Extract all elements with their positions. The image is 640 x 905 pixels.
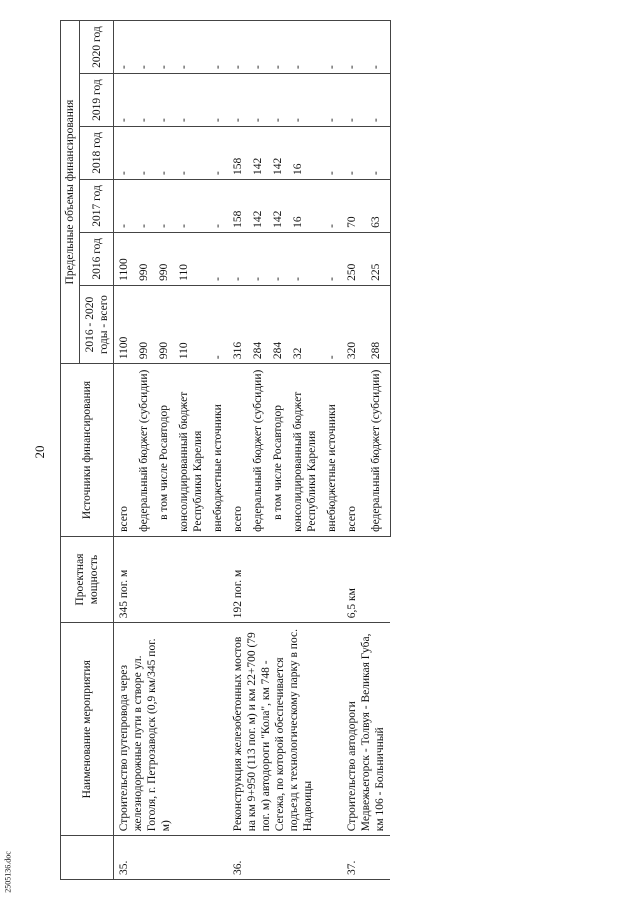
item-capacity: 6,5 км bbox=[342, 536, 390, 622]
funding-value-total: 284 bbox=[248, 285, 268, 363]
funding-value-2019: - bbox=[366, 74, 390, 127]
funding-value-2016: - bbox=[228, 232, 248, 285]
funding-value-2020: - bbox=[268, 21, 288, 74]
table-header bbox=[61, 21, 114, 880]
header-year-2017: 2017 год bbox=[80, 179, 114, 232]
funding-value-2020: - bbox=[288, 21, 322, 74]
funding-value-2018: - bbox=[114, 127, 135, 180]
funding-value-2018: 16 bbox=[288, 127, 322, 180]
funding-source: консолидированный бюджет Республики Карелия bbox=[288, 364, 322, 537]
funding-table bbox=[60, 20, 391, 880]
header-year-2016: 2016 год bbox=[80, 232, 114, 285]
funding-value-2018: - bbox=[342, 127, 366, 180]
item-number: 37. bbox=[342, 836, 390, 880]
funding-source: всего bbox=[342, 364, 366, 537]
table-sheet bbox=[60, 20, 620, 880]
funding-source: внебюджетные источники bbox=[322, 364, 342, 537]
item-number: 36. bbox=[228, 836, 342, 880]
funding-source: в том числе Росавтодор bbox=[268, 364, 288, 537]
funding-source: федеральный бюджет (субсидии) bbox=[366, 364, 390, 537]
header-funding-group: Предельные объемы финансирования bbox=[61, 21, 80, 364]
funding-value-2019: - bbox=[228, 74, 248, 127]
funding-value-2019: - bbox=[248, 74, 268, 127]
funding-value-2017: - bbox=[174, 179, 208, 232]
item-name: Строительство автодороги Медвежьегорск - Толвуя - Великая Губа, км 106 - Больничный bbox=[342, 623, 390, 836]
funding-value-2017: 63 bbox=[366, 179, 390, 232]
funding-value-total: 1100 bbox=[114, 285, 135, 363]
funding-value-2019: - bbox=[342, 74, 366, 127]
funding-value-2019: - bbox=[154, 74, 174, 127]
funding-value-2018: 142 bbox=[268, 127, 288, 180]
funding-value-2017: 70 bbox=[342, 179, 366, 232]
document-id: 2505136.doc bbox=[3, 851, 13, 893]
item-name: Строительство путепровода через железнодорожные пути в створе ул. Гоголя, г. Петрозаводск (0,9 км/345 пог. м) bbox=[114, 623, 229, 836]
header-year-2019: 2019 год bbox=[80, 74, 114, 127]
header-year-2018: 2018 год bbox=[80, 127, 114, 180]
funding-value-total: 316 bbox=[228, 285, 248, 363]
funding-value-2016: - bbox=[322, 232, 342, 285]
funding-value-total: 284 bbox=[268, 285, 288, 363]
header-year-2020: 2020 год bbox=[80, 21, 114, 74]
item-capacity: 192 пог. м bbox=[228, 536, 342, 622]
funding-value-2019: - bbox=[134, 74, 154, 127]
page-number: 20 bbox=[32, 445, 47, 459]
funding-value-2018: 158 bbox=[228, 127, 248, 180]
funding-value-2019: - bbox=[114, 74, 135, 127]
funding-value-total: 990 bbox=[134, 285, 154, 363]
item-number: 35. bbox=[114, 836, 229, 880]
funding-value-2018: - bbox=[322, 127, 342, 180]
funding-value-2018: 142 bbox=[248, 127, 268, 180]
funding-value-2017: - bbox=[134, 179, 154, 232]
funding-source: в том числе Росавтодор bbox=[154, 364, 174, 537]
funding-value-2016: - bbox=[288, 232, 322, 285]
funding-value-2017: - bbox=[114, 179, 135, 232]
funding-value-2020: - bbox=[342, 21, 366, 74]
funding-source: федеральный бюджет (субсидии) bbox=[134, 364, 154, 537]
funding-value-2019: - bbox=[268, 74, 288, 127]
funding-value-2017: 16 bbox=[288, 179, 322, 232]
item-name: Реконструкция железобетонных мостов на км 9+950 (113 пог. м) и км 22+700 (79 пог. м) автодороги "Кола", км 748 - Сегежа, по которой обеспечивается подъезд к технологическому парку в пос. Надвоицы bbox=[228, 623, 342, 836]
rotated-table-container bbox=[60, 20, 620, 880]
funding-value-total: 32 bbox=[288, 285, 322, 363]
header-capacity: Проектная мощность bbox=[61, 536, 114, 622]
funding-value-2020: - bbox=[174, 21, 208, 74]
funding-value-2020: - bbox=[322, 21, 342, 74]
item-capacity: 345 пог. м bbox=[114, 536, 229, 622]
funding-value-2020: - bbox=[134, 21, 154, 74]
funding-value-2018: - bbox=[366, 127, 390, 180]
funding-value-total: 288 bbox=[366, 285, 390, 363]
funding-value-2019: - bbox=[174, 74, 208, 127]
funding-source: всего bbox=[228, 364, 248, 537]
funding-value-2016: 990 bbox=[134, 232, 154, 285]
funding-value-2019: - bbox=[208, 74, 228, 127]
funding-value-2017: - bbox=[208, 179, 228, 232]
funding-value-total: - bbox=[208, 285, 228, 363]
funding-value-2017: - bbox=[322, 179, 342, 232]
table-row bbox=[114, 21, 135, 880]
funding-value-2017: 142 bbox=[268, 179, 288, 232]
funding-value-2020: - bbox=[228, 21, 248, 74]
funding-value-2017: - bbox=[154, 179, 174, 232]
funding-value-2017: 158 bbox=[228, 179, 248, 232]
table-row bbox=[228, 21, 248, 880]
funding-value-total: - bbox=[322, 285, 342, 363]
funding-value-2018: - bbox=[154, 127, 174, 180]
table-body bbox=[114, 21, 391, 880]
header-total: 2016 - 2020 годы - всего bbox=[80, 285, 114, 363]
funding-value-2017: 142 bbox=[248, 179, 268, 232]
funding-source: внебюджетные источники bbox=[208, 364, 228, 537]
funding-value-2020: - bbox=[114, 21, 135, 74]
funding-value-total: 320 bbox=[342, 285, 366, 363]
funding-value-2016: 110 bbox=[174, 232, 208, 285]
header-num bbox=[61, 836, 114, 880]
funding-source: федеральный бюджет (субсидии) bbox=[248, 364, 268, 537]
funding-value-2016: 1100 bbox=[114, 232, 135, 285]
funding-value-2020: - bbox=[154, 21, 174, 74]
table-row bbox=[342, 21, 366, 880]
funding-value-2018: - bbox=[208, 127, 228, 180]
funding-source: консолидированный бюджет Республики Карелия bbox=[174, 364, 208, 537]
funding-value-2018: - bbox=[134, 127, 154, 180]
funding-value-2016: - bbox=[208, 232, 228, 285]
funding-value-2016: 990 bbox=[154, 232, 174, 285]
funding-value-2020: - bbox=[248, 21, 268, 74]
funding-value-2019: - bbox=[288, 74, 322, 127]
funding-value-total: 990 bbox=[154, 285, 174, 363]
funding-value-2018: - bbox=[174, 127, 208, 180]
funding-value-2020: - bbox=[208, 21, 228, 74]
funding-value-2020: - bbox=[366, 21, 390, 74]
funding-value-total: 110 bbox=[174, 285, 208, 363]
funding-value-2016: 250 bbox=[342, 232, 366, 285]
header-name: Наименование мероприятия bbox=[61, 623, 114, 836]
funding-value-2016: - bbox=[248, 232, 268, 285]
funding-source: всего bbox=[114, 364, 135, 537]
funding-value-2016: - bbox=[268, 232, 288, 285]
funding-value-2019: - bbox=[322, 74, 342, 127]
funding-value-2016: 225 bbox=[366, 232, 390, 285]
header-source: Источники финансирования bbox=[61, 364, 114, 537]
